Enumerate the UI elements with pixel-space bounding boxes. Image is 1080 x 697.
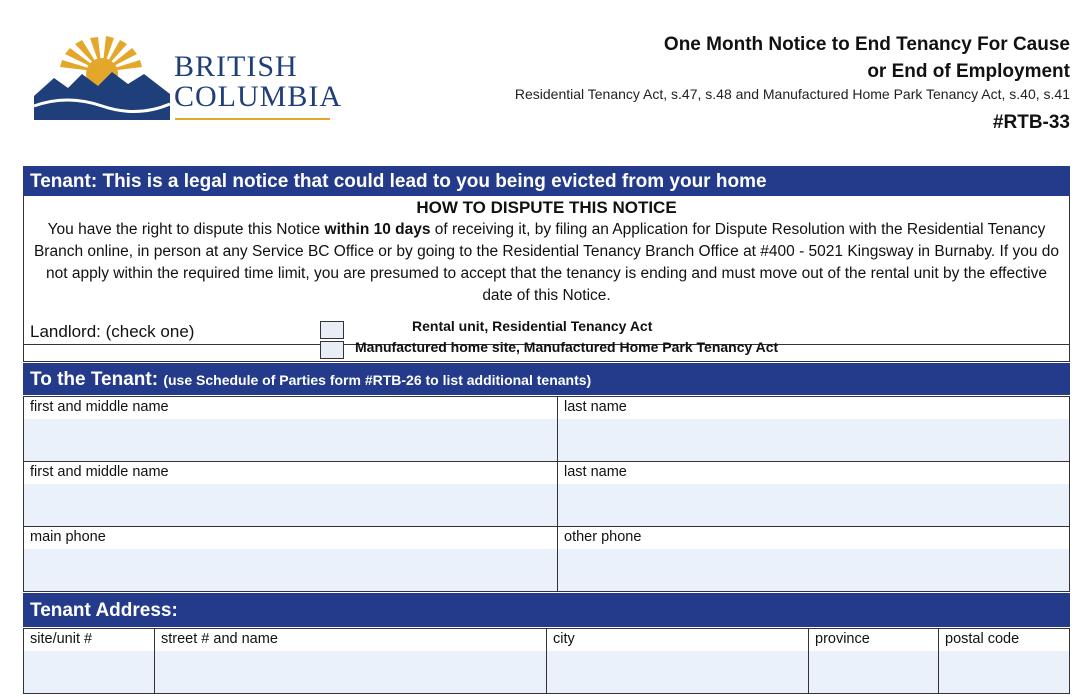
- form-number: #RTB-33: [992, 112, 1070, 133]
- logo-line-british: BRITISH: [174, 50, 298, 83]
- form-title: One Month Notice to End Tenancy For Cause: [663, 34, 1070, 55]
- tenant-address-banner: Tenant Address:: [23, 593, 1070, 627]
- bc-sun-mountains-emblem: [32, 34, 172, 120]
- bc-wordmark: [174, 52, 342, 112]
- tenant-phone-row: [23, 526, 1070, 592]
- logo-gold-rule: [175, 118, 330, 120]
- dispute-heading: HOW TO DISPUTE THIS NOTICE: [416, 198, 677, 217]
- logo-line-columbia: COLUMBIA: [174, 80, 343, 113]
- notice-form: [23, 166, 1070, 647]
- landlord-type-row: [23, 316, 1070, 362]
- manufactured-home-checkbox[interactable]: [320, 341, 344, 359]
- tenant1-last-name-field[interactable]: last name: [558, 397, 1069, 461]
- tenant2-name-row: [23, 461, 1070, 527]
- form-title-block: [515, 30, 1070, 134]
- to-the-tenant-banner: To the Tenant: (use Schedule of Parties form #RTB-26 to list additional tenants): [23, 363, 1070, 395]
- tenant1-name-row: [23, 396, 1070, 462]
- dispute-text: You have the right to dispute this Notice within 10 days of receiving it, by filing an Application for Dispute Resolution with the Residential Tenancy Branch online, in person at any Service BC Office or by going to the Residential Tenancy Branch Office at #400 - 5021 Kingsway in Burnaby. If you do not apply within the required time limit, you are presumed to accept that the tenancy is ending and must move out of the rental unit by the effective date of this Notice.: [33, 221, 1060, 304]
- tenant-address-row: [23, 628, 1070, 694]
- tenant2-last-name-field[interactable]: last name: [558, 462, 1069, 526]
- postal-code-field[interactable]: postal code: [939, 629, 1069, 693]
- street-name-field[interactable]: street # and name: [155, 629, 547, 693]
- legislation-reference: Residential Tenancy Act, s.47, s.48 and Manufactured Home Park Tenancy Act, s.40, s.41: [514, 86, 1070, 102]
- manufactured-home-option-label: Manufactured home site, Manufactured Home Park Tenancy Act: [355, 339, 779, 355]
- city-field[interactable]: city: [547, 629, 809, 693]
- bc-logo: [32, 34, 343, 120]
- other-phone-field[interactable]: other phone: [558, 527, 1069, 591]
- legal-notice-banner: Tenant: This is a legal notice that could lead to you being evicted from your home: [23, 166, 1070, 196]
- province-field[interactable]: province: [809, 629, 939, 693]
- form-title-line2: or End of Employment: [867, 61, 1070, 82]
- rental-unit-option-label: Rental unit, Residential Tenancy Act: [412, 318, 653, 334]
- landlord-label: Landlord: (check one): [30, 322, 195, 341]
- dispute-deadline: within 10 days: [324, 221, 431, 238]
- main-phone-field[interactable]: main phone: [24, 527, 558, 591]
- tenant2-first-name-field[interactable]: first and middle name: [24, 462, 558, 526]
- rental-unit-checkbox[interactable]: [320, 321, 344, 339]
- site-unit-field[interactable]: site/unit #: [24, 629, 155, 693]
- tenant1-first-name-field[interactable]: first and middle name: [24, 397, 558, 461]
- additional-tenants-note: (use Schedule of Parties form #RTB-26 to list additional tenants): [163, 372, 592, 388]
